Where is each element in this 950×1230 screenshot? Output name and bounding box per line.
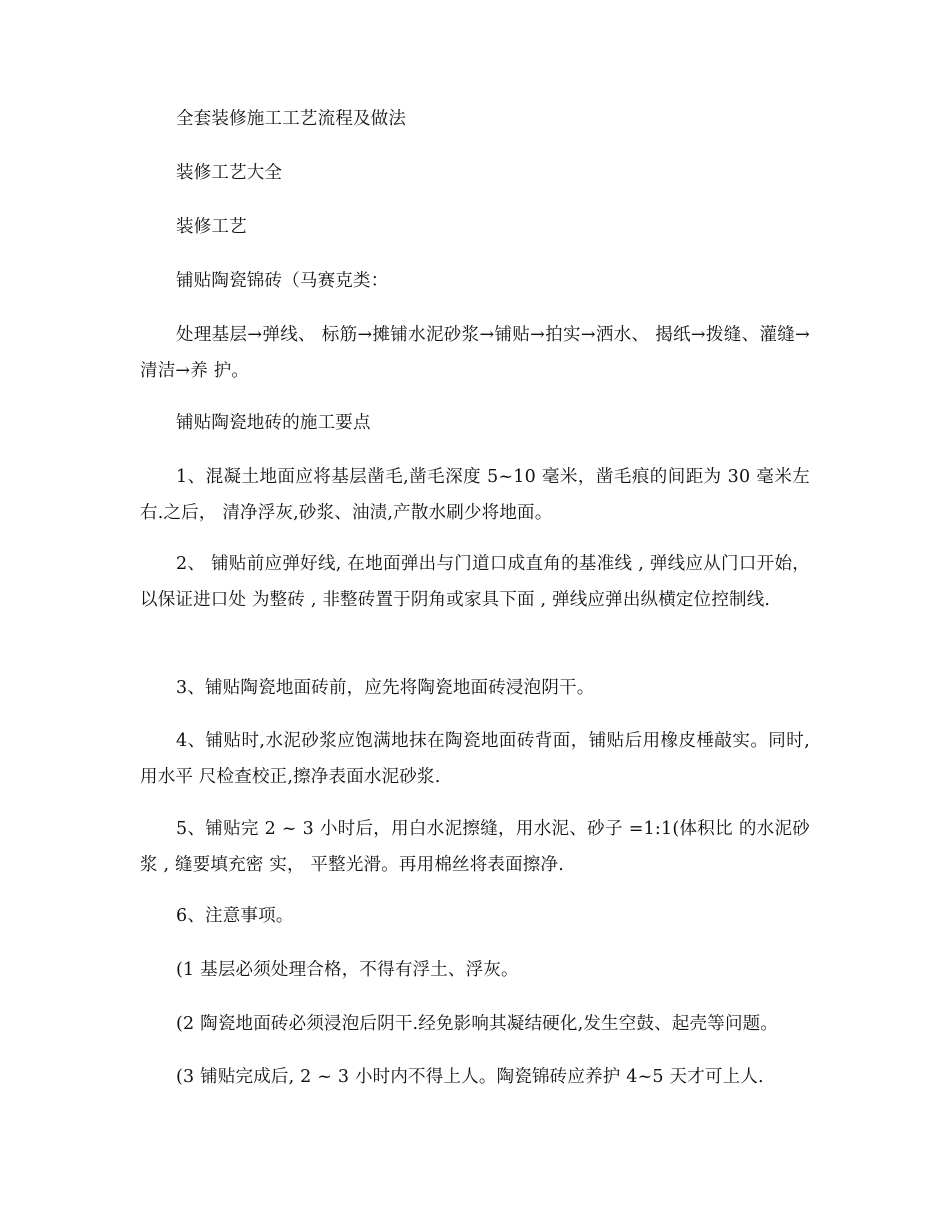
body-paragraph: 5、铺贴完 2 ~ 3 小时后，用白水泥擦缝，用水泥、砂子 =1:1(体积比 的水泥砂浆 , 缝要填充密 实， 平整光滑。再用棉丝将表面擦净. — [140, 819, 810, 875]
section-heading: 铺贴陶瓷锦砖（马赛克类： — [176, 271, 389, 291]
body-paragraph: 6、注意事项。 — [176, 906, 294, 926]
body-paragraph: 4、铺贴时,水泥砂浆应饱满地抹在陶瓷地面砖背面，铺贴后用橡皮棰敲实。同时,用水平 尺检查校正,擦净表面水泥砂浆. — [140, 731, 810, 787]
section-heading: 装修工艺 — [176, 217, 247, 237]
document-title: 全套装修施工工艺流程及做法 — [176, 109, 407, 129]
body-paragraph: 处理基层→弹线、 标筋→摊铺水泥砂浆→铺贴→拍实→洒水、 揭纸→拨缝、灌缝→清洁→养 护。 — [140, 325, 810, 381]
body-paragraph: (3 铺贴完成后, 2 ~ 3 小时内不得上人。陶瓷锦砖应养护 4~5 天才可上人. — [176, 1067, 764, 1087]
body-paragraph: (1 基层必须处理合格，不得有浮土、浮灰。 — [176, 960, 519, 980]
body-paragraph: 1、混凝土地面应将基层凿毛,凿毛深度 5~10 毫米，凿毛痕的间距为 30 毫米左右.之后， 清净浮灰,砂浆、油渍,产散水刷少将地面。 — [140, 467, 810, 523]
body-paragraph: (2 陶瓷地面砖必须浸泡后阴干.经免影响其凝结硬化,发生空鼓、起壳等问题。 — [176, 1014, 779, 1034]
body-paragraph: 3、铺贴陶瓷地面砖前，应先将陶瓷地面砖浸泡阴干。 — [176, 678, 595, 698]
section-heading: 铺贴陶瓷地砖的施工要点 — [176, 413, 371, 433]
body-paragraph: 2、 铺贴前应弹好线, 在地面弹出与门道口成直角的基准线 , 弹线应从门口开始， 以保证进口处 为整砖 , 非整砖置于阴角或家具下面 , 弹线应弹出纵横定位控制线. — [140, 554, 810, 610]
section-heading: 装修工艺大全 — [176, 163, 283, 183]
